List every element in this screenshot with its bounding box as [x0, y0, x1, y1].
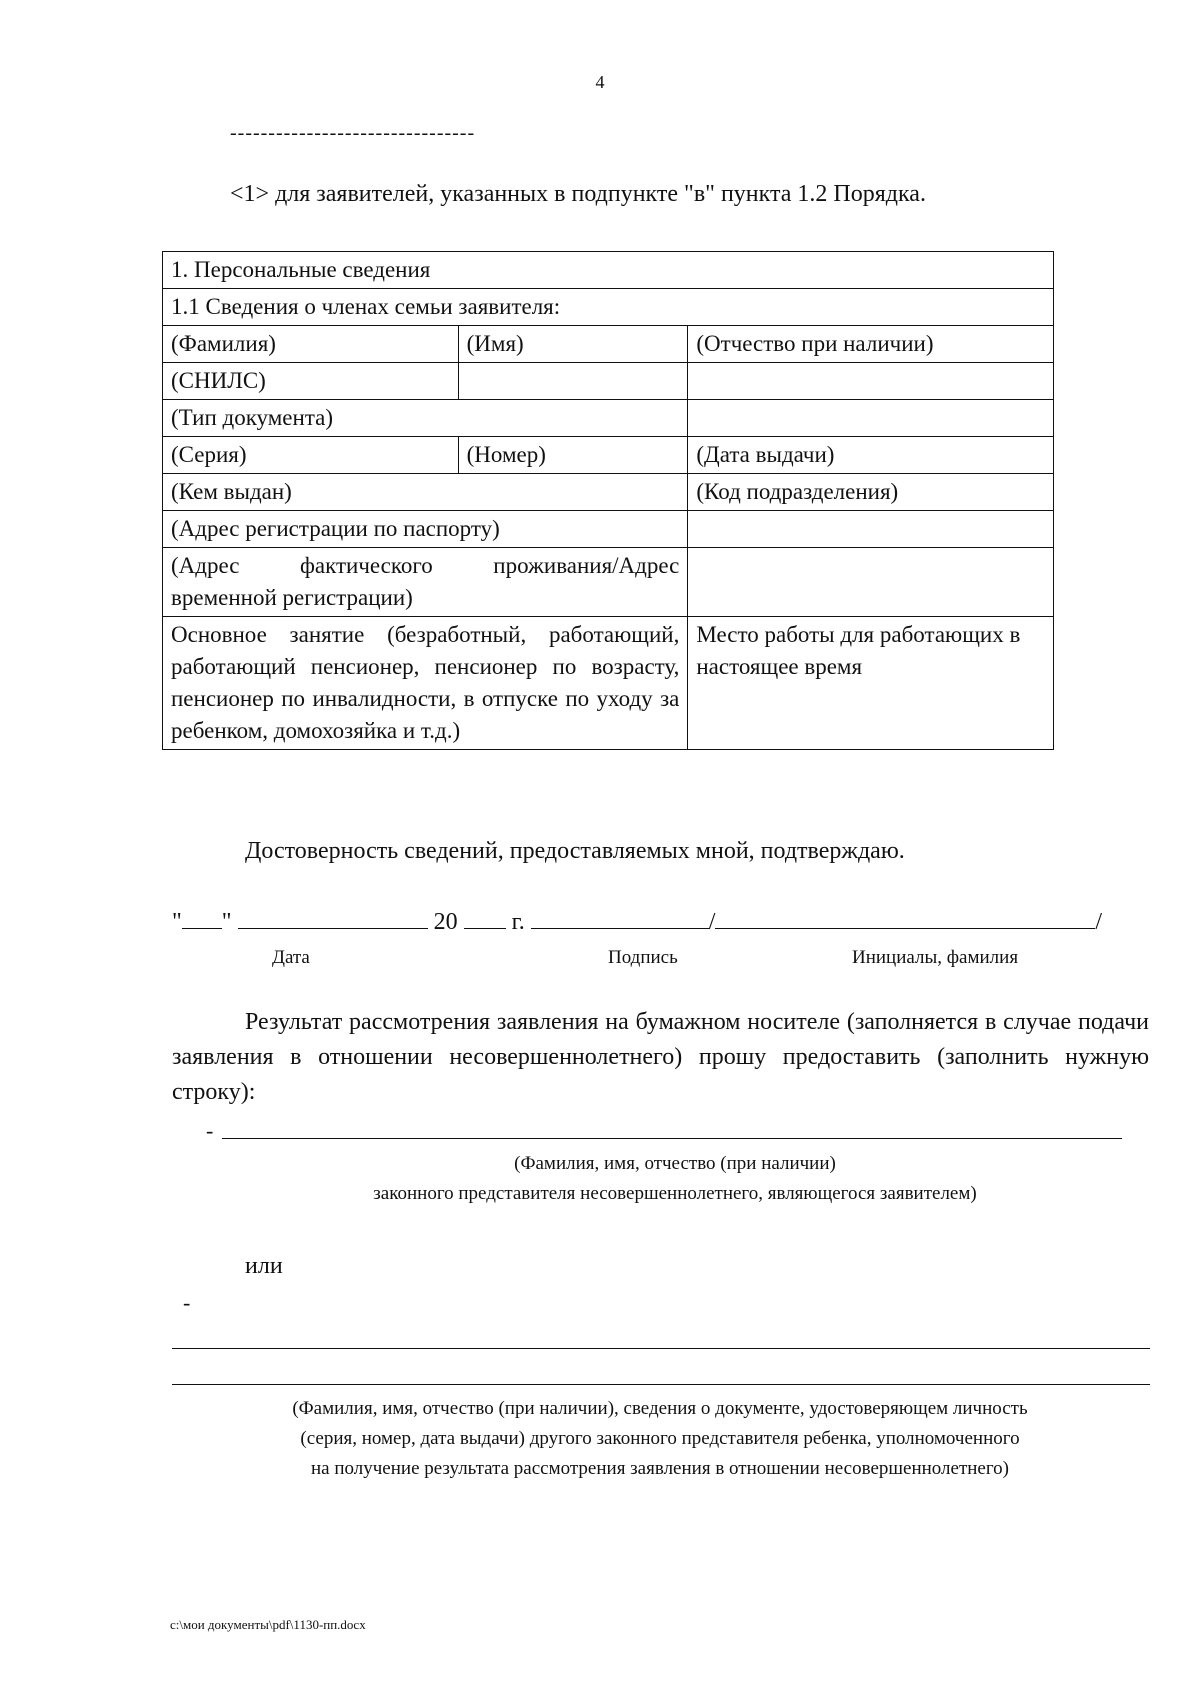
patronymic-cell[interactable]: (Отчество при наличии) [688, 326, 1054, 363]
option1-caption-2: законного представителя несовершеннолетнего, являющегося заявителем) [373, 1183, 977, 1204]
option2-caption-1: (Фамилия, имя, отчество (при наличии), сведения о документе, удостоверяющем личность [292, 1398, 1028, 1419]
option2-line-1[interactable] [172, 1348, 1150, 1349]
doc-type-value-cell[interactable] [688, 400, 1054, 437]
series-cell[interactable]: (Серия) [163, 437, 459, 474]
quote-close: " [221, 909, 232, 935]
name-cell[interactable]: (Имя) [458, 326, 688, 363]
option2-line-2[interactable] [172, 1384, 1150, 1385]
personal-info-table [162, 251, 1054, 750]
year-prefix: 20 [433, 909, 458, 935]
doc-type-cell[interactable]: (Тип документа) [163, 400, 688, 437]
signature-caption: Подпись [608, 947, 678, 968]
section-title: 1. Персональные сведения [163, 252, 1054, 289]
snils-cell[interactable]: (СНИЛС) [163, 363, 459, 400]
or-text: или [245, 1253, 283, 1279]
page-number: 4 [595, 72, 605, 92]
month-field[interactable] [238, 906, 428, 929]
option2-caption-2: (серия, номер, дата выдачи) другого законного представителя ребенка, уполномоченного [300, 1428, 1020, 1449]
date-caption: Дата [272, 947, 310, 968]
initials-field[interactable] [715, 906, 1095, 929]
year-field[interactable] [464, 906, 506, 929]
actual-address-cell[interactable]: (Адрес фактического проживания/Адрес временной регистрации) [163, 548, 688, 617]
subsection-title: 1.1 Сведения о членах семьи заявителя: [163, 289, 1054, 326]
option1-dash: - [206, 1118, 214, 1143]
result-paragraph: Результат рассмотрения заявления на бумажном носителе (заполняется в случае подачи заявления в отношении несовершеннолетнего) прошу предоставить (заполнить нужную строку): [172, 1009, 1149, 1105]
reg-address-value-cell[interactable] [688, 511, 1054, 548]
footer-file-path: c:\мои документы\pdf\1130-пп.docx [170, 1617, 366, 1632]
occupation-cell[interactable]: Основное занятие (безработный, работающий, работающий пенсионер, пенсионер по возрасту, пенсионер по инвалидности, в отпуске по уходу за ребенком, домохозяйка и т.д.) [163, 617, 688, 750]
quote-open: " [172, 909, 182, 935]
signature-line [172, 906, 1102, 936]
workplace-cell[interactable]: Место работы для работающих в настоящее время [688, 617, 1054, 750]
footnote: <1> для заявителей, указанных в подпункте "в" пункта 1.2 Порядка. [230, 181, 926, 207]
snils-value-cell[interactable] [458, 363, 688, 400]
number-cell[interactable]: (Номер) [458, 437, 688, 474]
confirmation-text: Достоверность сведений, предоставляемых мной, подтверждаю. [245, 838, 905, 864]
option1-line[interactable] [222, 1138, 1122, 1139]
reg-address-cell[interactable]: (Адрес регистрации по паспорту) [163, 511, 688, 548]
slash-1: / [708, 909, 716, 935]
snils-extra-cell[interactable] [688, 363, 1054, 400]
option2-caption-3: на получение результата рассмотрения заявления в отношении несовершеннолетнего) [311, 1458, 1009, 1479]
issued-by-cell[interactable]: (Кем выдан) [163, 474, 688, 511]
signature-field[interactable] [531, 906, 709, 929]
option1-caption-1: (Фамилия, имя, отчество (при наличии) [514, 1153, 836, 1174]
division-code-cell[interactable]: (Код подразделения) [688, 474, 1054, 511]
initials-caption: Инициалы, фамилия [852, 947, 1019, 968]
issue-date-cell[interactable]: (Дата выдачи) [688, 437, 1054, 474]
footnote-separator: -------------------------------- [230, 122, 476, 144]
day-field[interactable] [182, 906, 222, 929]
option2-dash: - [183, 1290, 191, 1315]
actual-address-value-cell[interactable] [688, 548, 1054, 617]
year-suffix: г. [511, 909, 525, 935]
surname-cell[interactable]: (Фамилия) [163, 326, 459, 363]
slash-2: / [1095, 909, 1103, 935]
